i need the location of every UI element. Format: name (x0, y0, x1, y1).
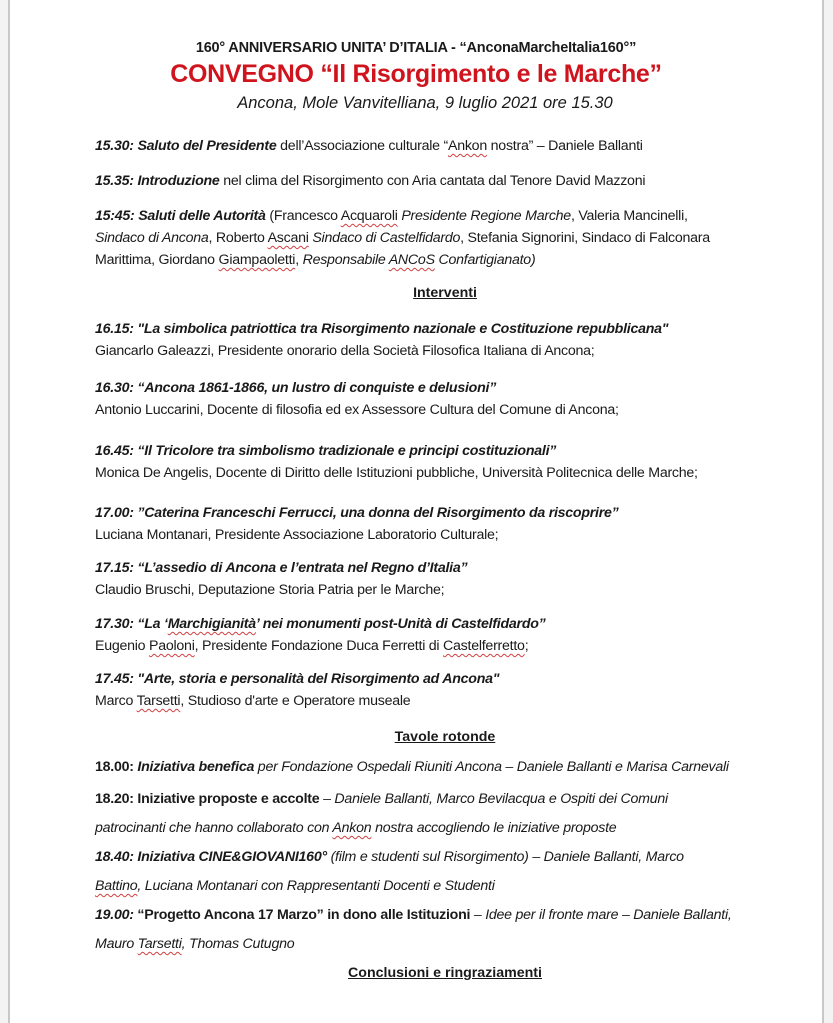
talk-title: “Ancona 1861-1866, un lustro di conquiste e delusioni” (133, 380, 497, 396)
talk-time: 17.45: (95, 671, 134, 687)
roundtable-heading: “Progetto Ancona 17 Marzo” in dono alle Istituzioni (133, 907, 471, 923)
roundtable-heading: Iniziative proposte e accolte (133, 791, 320, 807)
roundtable-time: 18.20: (95, 791, 134, 807)
roundtable-text: patrocinanti che hanno collaborato con (95, 820, 333, 836)
talk-speaker: Giancarlo Galeazzi, Presidente onorario della Società Filosofica Italiana di Ancona; (95, 343, 595, 359)
speaker-text: Marco (95, 693, 137, 709)
item-time: 15:45: (95, 208, 135, 224)
item-text: Acquaroli (340, 208, 398, 224)
talk-item (95, 613, 546, 657)
item-text: Ascani (267, 230, 309, 246)
roundtable-line (95, 785, 668, 814)
talk-title: “La ‘ (133, 616, 168, 632)
talk-title: "La simbolica patriottica tra Risorgimento nazionale e Costituzione repubblicana" (133, 321, 669, 337)
talk-title: ”Caterina Franceschi Ferrucci, una donna del Risorgimento da riscoprire” (133, 505, 619, 521)
roundtable-line (95, 872, 684, 901)
roundtable-item (95, 843, 684, 901)
talk-speaker (95, 635, 546, 657)
section-heading-interventi: Interventi (413, 285, 477, 301)
roundtable-item (95, 785, 668, 843)
item-line (95, 205, 710, 227)
talk-time: 17.00: (95, 505, 134, 521)
item-heading: Saluti delle Autorità (138, 208, 266, 224)
document-header (10, 38, 822, 115)
program-item-1535 (95, 170, 645, 192)
section-heading-conclusioni: Conclusioni e ringraziamenti (348, 965, 542, 981)
talk-speaker: Monica De Angelis, Docente di Diritto delle Istituzioni pubbliche, Università Politecnica delle Marche; (95, 465, 698, 481)
talk-title: ’ nei monumenti post-Unità di Castelfidardo” (255, 616, 546, 632)
talk-time: 17.15: (95, 560, 134, 576)
item-text: Giampaoletti (218, 252, 296, 268)
item-text: Sindaco di Castelfidardo (308, 230, 461, 246)
item-text: nostra” – Daniele Ballanti (486, 138, 643, 154)
roundtable-line (95, 843, 684, 872)
item-heading: Introduzione (137, 173, 220, 189)
roundtable-time: 18.40: (95, 849, 134, 865)
talk-title-line (95, 318, 668, 340)
roundtable-text: Ankon (332, 820, 372, 836)
talk-speaker (95, 690, 499, 712)
talk-time: 16.15: (95, 321, 134, 337)
item-text: Ankon (447, 138, 487, 154)
talk-speaker: Antonio Luccarini, Docente di filosofia ed ex Assessore Cultura del Comune di Ancona; (95, 402, 619, 418)
item-text: , (295, 252, 303, 268)
roundtable-text: – Daniele Ballanti, Marco Bevilacqua e Ospiti dei Comuni (319, 791, 668, 807)
roundtable-text: per Fondazione Ospedali Riuniti Ancona – Daniele Ballanti e Marisa Carnevali (254, 759, 729, 775)
talk-title-line (95, 668, 499, 690)
item-text: Confartigianato) (434, 252, 536, 268)
item-line (95, 249, 710, 271)
roundtable-text: , Thomas Cutugno (181, 936, 295, 952)
talk-speaker: Claudio Bruschi, Deputazione Storia Patria per le Marche; (95, 582, 445, 598)
roundtable-item (95, 756, 729, 778)
talk-speaker: Luciana Montanari, Presidente Associazione Laboratorio Culturale; (95, 527, 499, 543)
talk-title-line (95, 613, 546, 635)
talk-item (95, 668, 499, 712)
item-text: Marittima, Giordano (95, 252, 219, 268)
talk-title: “Il Tricolore tra simbolismo tradizionale e principi costituzionali” (133, 443, 557, 459)
roundtable-heading: Iniziativa CINE&GIOVANI160° (133, 849, 327, 865)
roundtable-text: , Luciana Montanari con Rappresentanti Docenti e Studenti (137, 878, 495, 894)
program-item-1545 (95, 205, 710, 271)
item-text: dell’Associazione culturale “ (276, 138, 448, 154)
item-text: ANCoS (388, 252, 435, 268)
roundtable-text: Battino (95, 878, 138, 894)
program-item-1530 (95, 135, 643, 157)
talk-title-line (95, 440, 698, 462)
item-line (95, 227, 710, 249)
item-text: , Roberto (208, 230, 268, 246)
roundtable-time: 18.00: (95, 759, 134, 775)
item-text: Sindaco di Ancona (95, 230, 209, 246)
talk-time: 16.45: (95, 443, 134, 459)
item-text: (Francesco (265, 208, 341, 224)
speaker-text: Castelferretto (443, 638, 525, 654)
roundtable-heading: Iniziativa benefica (133, 759, 255, 775)
conference-title: CONVEGNO “Il Risorgimento e le Marche” (170, 60, 662, 88)
talk-title: Marchigianità (167, 616, 256, 632)
roundtable-text: Tarsetti (137, 936, 182, 952)
speaker-text: Tarsetti (136, 693, 181, 709)
talk-title-line (95, 502, 618, 524)
roundtable-text: (film e studenti sul Risorgimento) – Daniele Ballanti, Marco (326, 849, 684, 865)
talk-title-line (95, 377, 619, 399)
roundtable-text: nostra accogliendo le iniziative proposte (371, 820, 617, 836)
speaker-text: , Studioso d'arte e Operatore museale (180, 693, 411, 709)
venue-date: Ancona, Mole Vanvitelliana, 9 luglio 2021 ore 15.30 (237, 94, 613, 112)
item-text: nel clima del Risorgimento con Aria cantata dal Tenore David Mazzoni (219, 173, 646, 189)
talk-title-line (95, 557, 467, 579)
talk-title: “L’assedio di Ancona e l’entrata nel Regno d’Italia” (133, 560, 468, 576)
item-text: Responsabile (302, 252, 389, 268)
speaker-text: Eugenio (95, 638, 150, 654)
roundtable-line (95, 814, 668, 843)
roundtable-text: – Idee per il fronte mare – Daniele Ballanti, (470, 907, 732, 923)
anniversary-heading: 160° ANNIVERSARIO UNITA’ D’ITALIA - “AnconaMarcheItalia160°” (195, 40, 637, 56)
speaker-text: ; (524, 638, 529, 654)
item-text: Presidente Regione Marche (397, 208, 571, 224)
talk-title: "Arte, storia e personalità del Risorgimento ad Ancona" (133, 671, 500, 687)
section-heading-tavole-rotonde: Tavole rotonde (394, 729, 496, 745)
talk-item (95, 502, 618, 546)
talk-item (95, 377, 619, 421)
talk-time: 17.30: (95, 616, 134, 632)
roundtable-item (95, 901, 732, 959)
roundtable-text: Mauro (95, 936, 138, 952)
roundtable-line (95, 901, 732, 930)
item-time: 15.30: (95, 138, 134, 154)
item-heading: Saluto del Presidente (137, 138, 277, 154)
talk-item (95, 440, 698, 484)
talk-item (95, 318, 668, 362)
roundtable-line (95, 930, 732, 959)
item-text: , Valeria Mancinelli, (570, 208, 688, 224)
item-time: 15.35: (95, 173, 134, 189)
speaker-text: , Presidente Fondazione Duca Ferretti di (194, 638, 444, 654)
talk-item (95, 557, 467, 601)
talk-time: 16.30: (95, 380, 134, 396)
item-text: , Stefania Signorini, Sindaco di Falconara (460, 230, 710, 246)
speaker-text: Paoloni (149, 638, 195, 654)
roundtable-time: 19.00: (95, 907, 134, 923)
